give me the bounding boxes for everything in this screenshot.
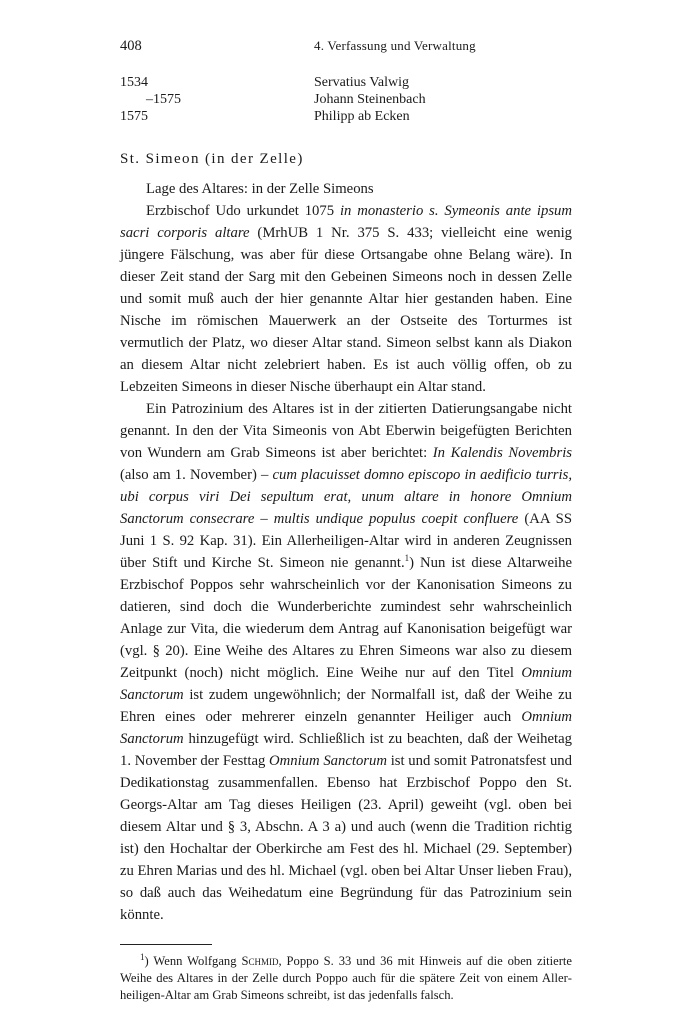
text-run: (AA SS Juni 1 S. 92 Kap. 31). Ein Allerheiligen-Altar wird in anderen Zeugnissen über Stift und Kirche St. Simeon nie genannt. [120, 511, 572, 571]
latin-quote: In Kalendis Novembris [432, 445, 572, 461]
footnote-divider [120, 944, 212, 945]
latin-term: Omnium Sanctorum [120, 665, 572, 703]
list-item [120, 108, 572, 125]
text-run: ) Nun ist diese Altarweihe Erzbischof Poppos sehr wahrscheinlich vor der Kanonisation Simeons zu datieren, sind doch die Wunderberichte zumindest sehr wahrscheinlich Anlage zur Vita, die wiederum dem Antrag auf Kanonisation beigefügt war (vgl. § 20). Eine Weihe des Altares zu Ehren Simeons war also zu diesem Zeitpunkt (noch) nicht möglich. Eine Weihe nur auf den Titel [120, 555, 572, 681]
year: 1534 [120, 75, 148, 90]
year: 1575 [120, 109, 148, 124]
text-run: (also am 1. November) – [120, 467, 273, 483]
section-heading: St. Simeon (in der Zelle) [120, 151, 304, 167]
list-item [120, 91, 572, 108]
footnote-reference[interactable]: 1 [404, 553, 410, 564]
latin-quote: in monasterio s. Symeonis ante ipsum sacri corporis altare [120, 203, 572, 241]
paragraph-udo [120, 200, 572, 398]
year: –1575 [146, 92, 181, 107]
holder-name: Johann Steinenbach [314, 92, 426, 107]
footnote-marker: 1 [140, 951, 145, 962]
running-title: 4. Verfassung und Verwaltung [314, 38, 476, 53]
page-header [120, 38, 572, 60]
list-item [120, 74, 572, 91]
text-run: hinzugefügt wird. Schließlich ist zu beachten, daß der Weihetag 1. November der Festtag [120, 731, 572, 769]
page-number: 408 [120, 38, 142, 54]
paragraph-patrozinium [120, 398, 572, 926]
text-run: Erzbischof Udo urkundet 1075 [146, 203, 340, 219]
text-run: Ein Patrozinium des Altares ist in der zitierten Datierungsangabe nicht genannt. In den der Vita Simeonis von Abt Eberwin beigefügten Berichten von Wundern am Grab Simeons ist aber berichtet: [120, 401, 572, 461]
paragraph-location: Lage des Altares: in der Zelle Simeons [146, 181, 374, 197]
book-page [120, 38, 572, 1004]
text-run: ist und somit Patronatsfest und Dedikationstag zusammenfallen. Ebenso hat Erzbischof Poppo den St. Georgs-Altar am Tag dieses Heiligen (23. April) geweiht (vgl. oben bei diesem Altar und § 3, Abschn. A 3 a) und auch (wenn die Tradition richtig ist) den Hochaltar der Oberkirche am Fest des hl. Michael (29. September) zu Ehren Marias und des hl. Michael (vgl. oben bei Altar Unser lieben Frau), so daß auch das Weihedatum eine Begründung für das Patrozinium sein könnte. [120, 753, 572, 923]
holder-name: Philipp ab Ecken [314, 109, 410, 124]
body-text [120, 178, 572, 926]
latin-term: Omnium Sanctorum [269, 753, 387, 769]
office-holders-list [120, 74, 572, 125]
author-name: Schmid [241, 954, 279, 968]
text-run: , Poppo S. 33 und 36 mit Hinweis auf die oben zitierte Weihe des Altares in der Zelle durch Poppo auch für die spätere Zeit von einem Allerheiligen-Altar am Grab Simeons schreibt, ist das jedenfalls falsch. [120, 954, 572, 1002]
latin-quote: cum placuisset domno episcopo in aedificio turris, ubi corpus viri Dei sepultum erat, unum altare in honore Omnium Sanctorum consecrare – multis undique populus coepit confluere [120, 467, 572, 527]
text-run: (MrhUB 1 Nr. 375 S. 433; vielleicht eine wenig jüngere Fälschung, was aber für diese Ortsangabe ohne Belang wäre). In dieser Zeit stand der Sarg mit den Gebeinen Simeons noch in dessen Zelle und somit muß auch der hier genannte Altar hier gestanden haben. Eine Nische im römischen Mauerwerk an der Ostseite des Torturmes ist vermutlich der Platz, wo dieser Altar stand. Simeon selbst kann als Diakon an diesem Altar nicht zelebriert haben. Es ist auch völlig offen, ob zu Lebzeiten Simeons in dieser Nische überhaupt ein Altar stand. [120, 225, 572, 395]
latin-term: Omnium Sanctorum [120, 709, 572, 747]
text-run: ist zudem ungewöhnlich; der Normalfall ist, daß der Weihe zu Ehren eines oder mehrerer einzeln genannter Heiliger auch [120, 687, 572, 725]
text-run: ) Wenn Wolfgang [144, 954, 242, 968]
holder-name: Servatius Valwig [314, 75, 410, 90]
footnote [120, 953, 572, 1004]
